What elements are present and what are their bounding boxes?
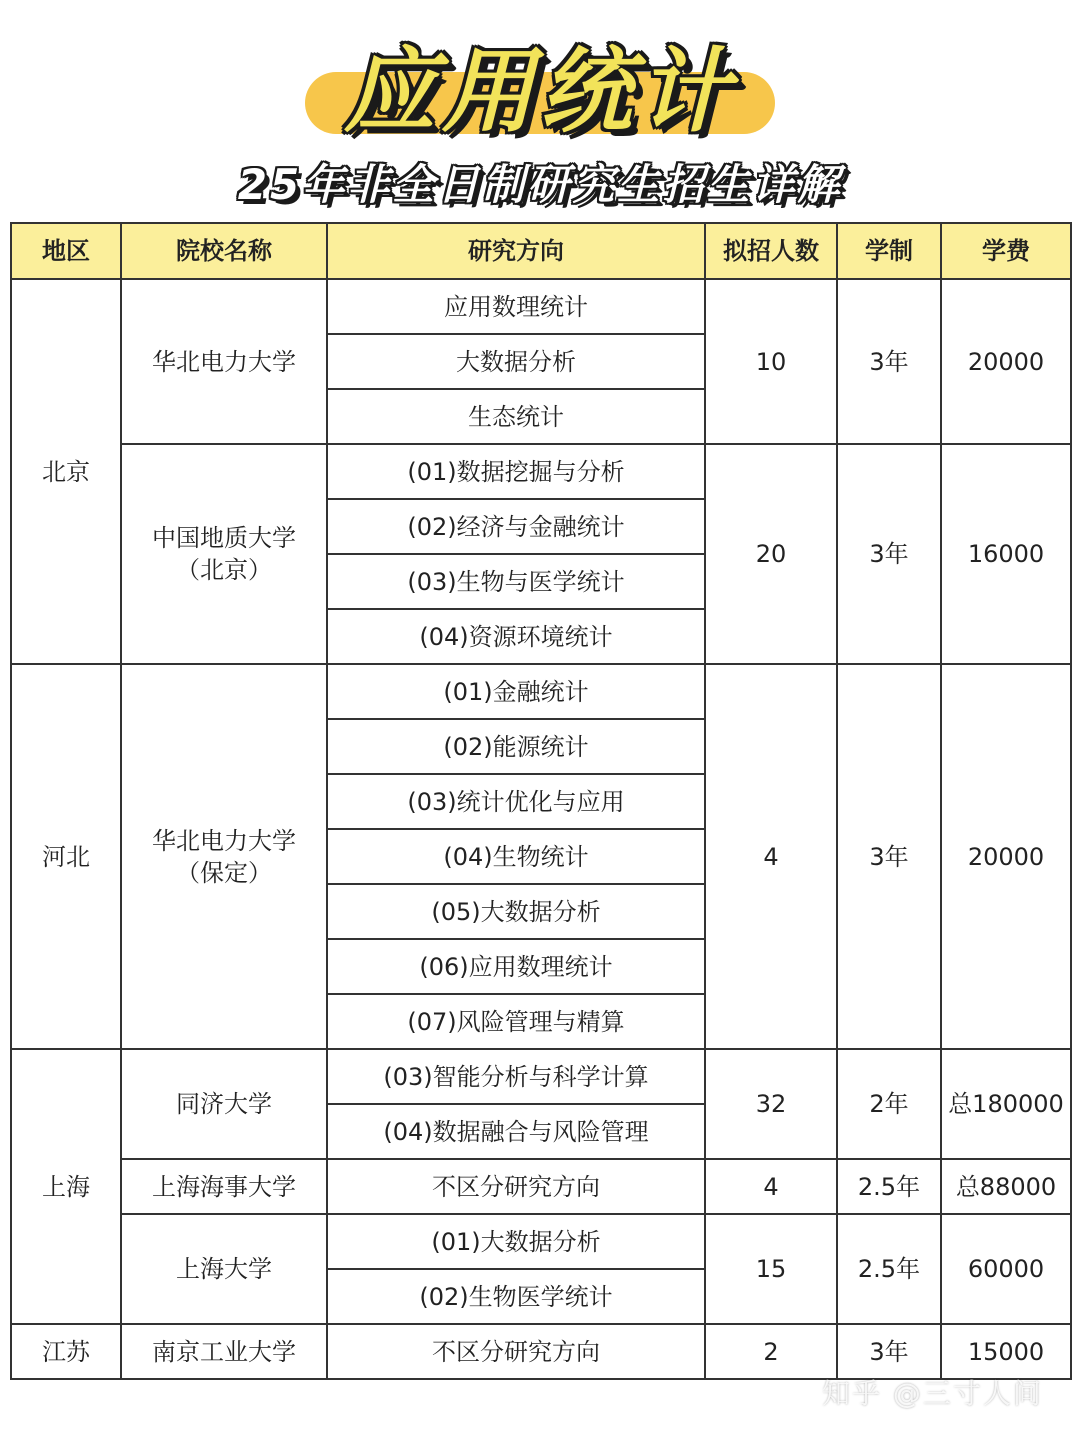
direction-cell: (06)应用数理统计 <box>327 939 705 994</box>
direction-cell: (02)经济与金融统计 <box>327 499 705 554</box>
direction-cell: (04)生物统计 <box>327 829 705 884</box>
direction-cell: (03)统计优化与应用 <box>327 774 705 829</box>
school-name: 华北电力大学 <box>152 826 296 855</box>
school-campus: （北京） <box>176 556 272 584</box>
tuition-cell: 16000 <box>941 444 1071 664</box>
school-name: 上海海事大学 <box>152 1172 296 1201</box>
page-subtitle: 25年非全日制研究生招生详解 <box>237 160 843 209</box>
direction-cell: 应用数理统计 <box>327 279 705 334</box>
school-name: 同济大学 <box>176 1090 272 1118</box>
school-cell <box>121 444 327 664</box>
direction-cell: (05)大数据分析 <box>327 884 705 939</box>
table-row <box>11 664 1071 719</box>
direction-cell: (03)智能分析与科学计算 <box>327 1049 705 1104</box>
column-header-region: 地区 <box>11 223 121 279</box>
table-header-row <box>11 223 1071 279</box>
school-cell <box>121 1049 327 1159</box>
quota-cell: 4 <box>705 1159 837 1214</box>
duration-cell: 3年 <box>837 444 941 664</box>
table-row <box>11 1159 1071 1214</box>
tuition-cell: 20000 <box>941 279 1071 444</box>
school-cell <box>121 279 327 444</box>
region-cell: 江苏 <box>11 1324 121 1379</box>
direction-cell: (04)数据融合与风险管理 <box>327 1104 705 1159</box>
direction-cell: 不区分研究方向 <box>327 1324 705 1379</box>
school-name: 南京工业大学 <box>152 1337 296 1366</box>
tuition-cell: 20000 <box>941 664 1071 1049</box>
duration-cell: 2.5年 <box>837 1159 941 1214</box>
table-row <box>11 444 1071 499</box>
school-cell <box>121 1159 327 1214</box>
table-row <box>11 279 1071 334</box>
school-cell <box>121 1214 327 1324</box>
direction-cell: (02)生物医学统计 <box>327 1269 705 1324</box>
column-header-tuition: 学费 <box>941 223 1071 279</box>
school-name: 中国地质大学 <box>152 524 296 552</box>
direction-cell: (01)大数据分析 <box>327 1214 705 1269</box>
quota-cell: 15 <box>705 1214 837 1324</box>
admissions-table <box>10 222 1072 1380</box>
duration-cell: 2年 <box>837 1049 941 1159</box>
school-cell <box>121 1324 327 1379</box>
quota-cell: 2 <box>705 1324 837 1379</box>
direction-cell: (03)生物与医学统计 <box>327 554 705 609</box>
direction-cell: (01)数据挖掘与分析 <box>327 444 705 499</box>
region-cell: 上海 <box>11 1049 121 1324</box>
school-campus: （保定） <box>176 858 272 887</box>
school-name: 华北电力大学 <box>152 347 296 376</box>
page-header <box>0 0 1080 220</box>
direction-cell: (04)资源环境统计 <box>327 609 705 664</box>
duration-cell: 2.5年 <box>837 1214 941 1324</box>
tuition-cell: 总88000 <box>941 1159 1071 1214</box>
table-row <box>11 1214 1071 1269</box>
direction-cell: 大数据分析 <box>327 334 705 389</box>
direction-cell: 生态统计 <box>327 389 705 444</box>
tuition-cell: 15000 <box>941 1324 1071 1379</box>
direction-cell: (02)能源统计 <box>327 719 705 774</box>
duration-cell: 3年 <box>837 664 941 1049</box>
direction-cell: (07)风险管理与精算 <box>327 994 705 1049</box>
table-body <box>11 279 1071 1379</box>
table-row <box>11 1049 1071 1104</box>
quota-cell: 20 <box>705 444 837 664</box>
tuition-cell: 总180000 <box>941 1049 1071 1159</box>
school-cell <box>121 664 327 1049</box>
region-cell: 北京 <box>11 279 121 664</box>
page-title: 应用统计 <box>343 38 736 145</box>
column-header-direction: 研究方向 <box>327 223 705 279</box>
table-row <box>11 1324 1071 1379</box>
duration-cell: 3年 <box>837 279 941 444</box>
quota-cell: 10 <box>705 279 837 444</box>
watermark: 知乎 @三寸人间 <box>822 1377 1043 1410</box>
direction-cell: (01)金融统计 <box>327 664 705 719</box>
direction-cell: 不区分研究方向 <box>327 1159 705 1214</box>
column-header-duration: 学制 <box>837 223 941 279</box>
region-cell: 河北 <box>11 664 121 1049</box>
duration-cell: 3年 <box>837 1324 941 1379</box>
school-name: 上海大学 <box>176 1255 272 1283</box>
quota-cell: 32 <box>705 1049 837 1159</box>
column-header-quota: 拟招人数 <box>705 223 837 279</box>
quota-cell: 4 <box>705 664 837 1049</box>
tuition-cell: 60000 <box>941 1214 1071 1324</box>
column-header-school: 院校名称 <box>121 223 327 279</box>
